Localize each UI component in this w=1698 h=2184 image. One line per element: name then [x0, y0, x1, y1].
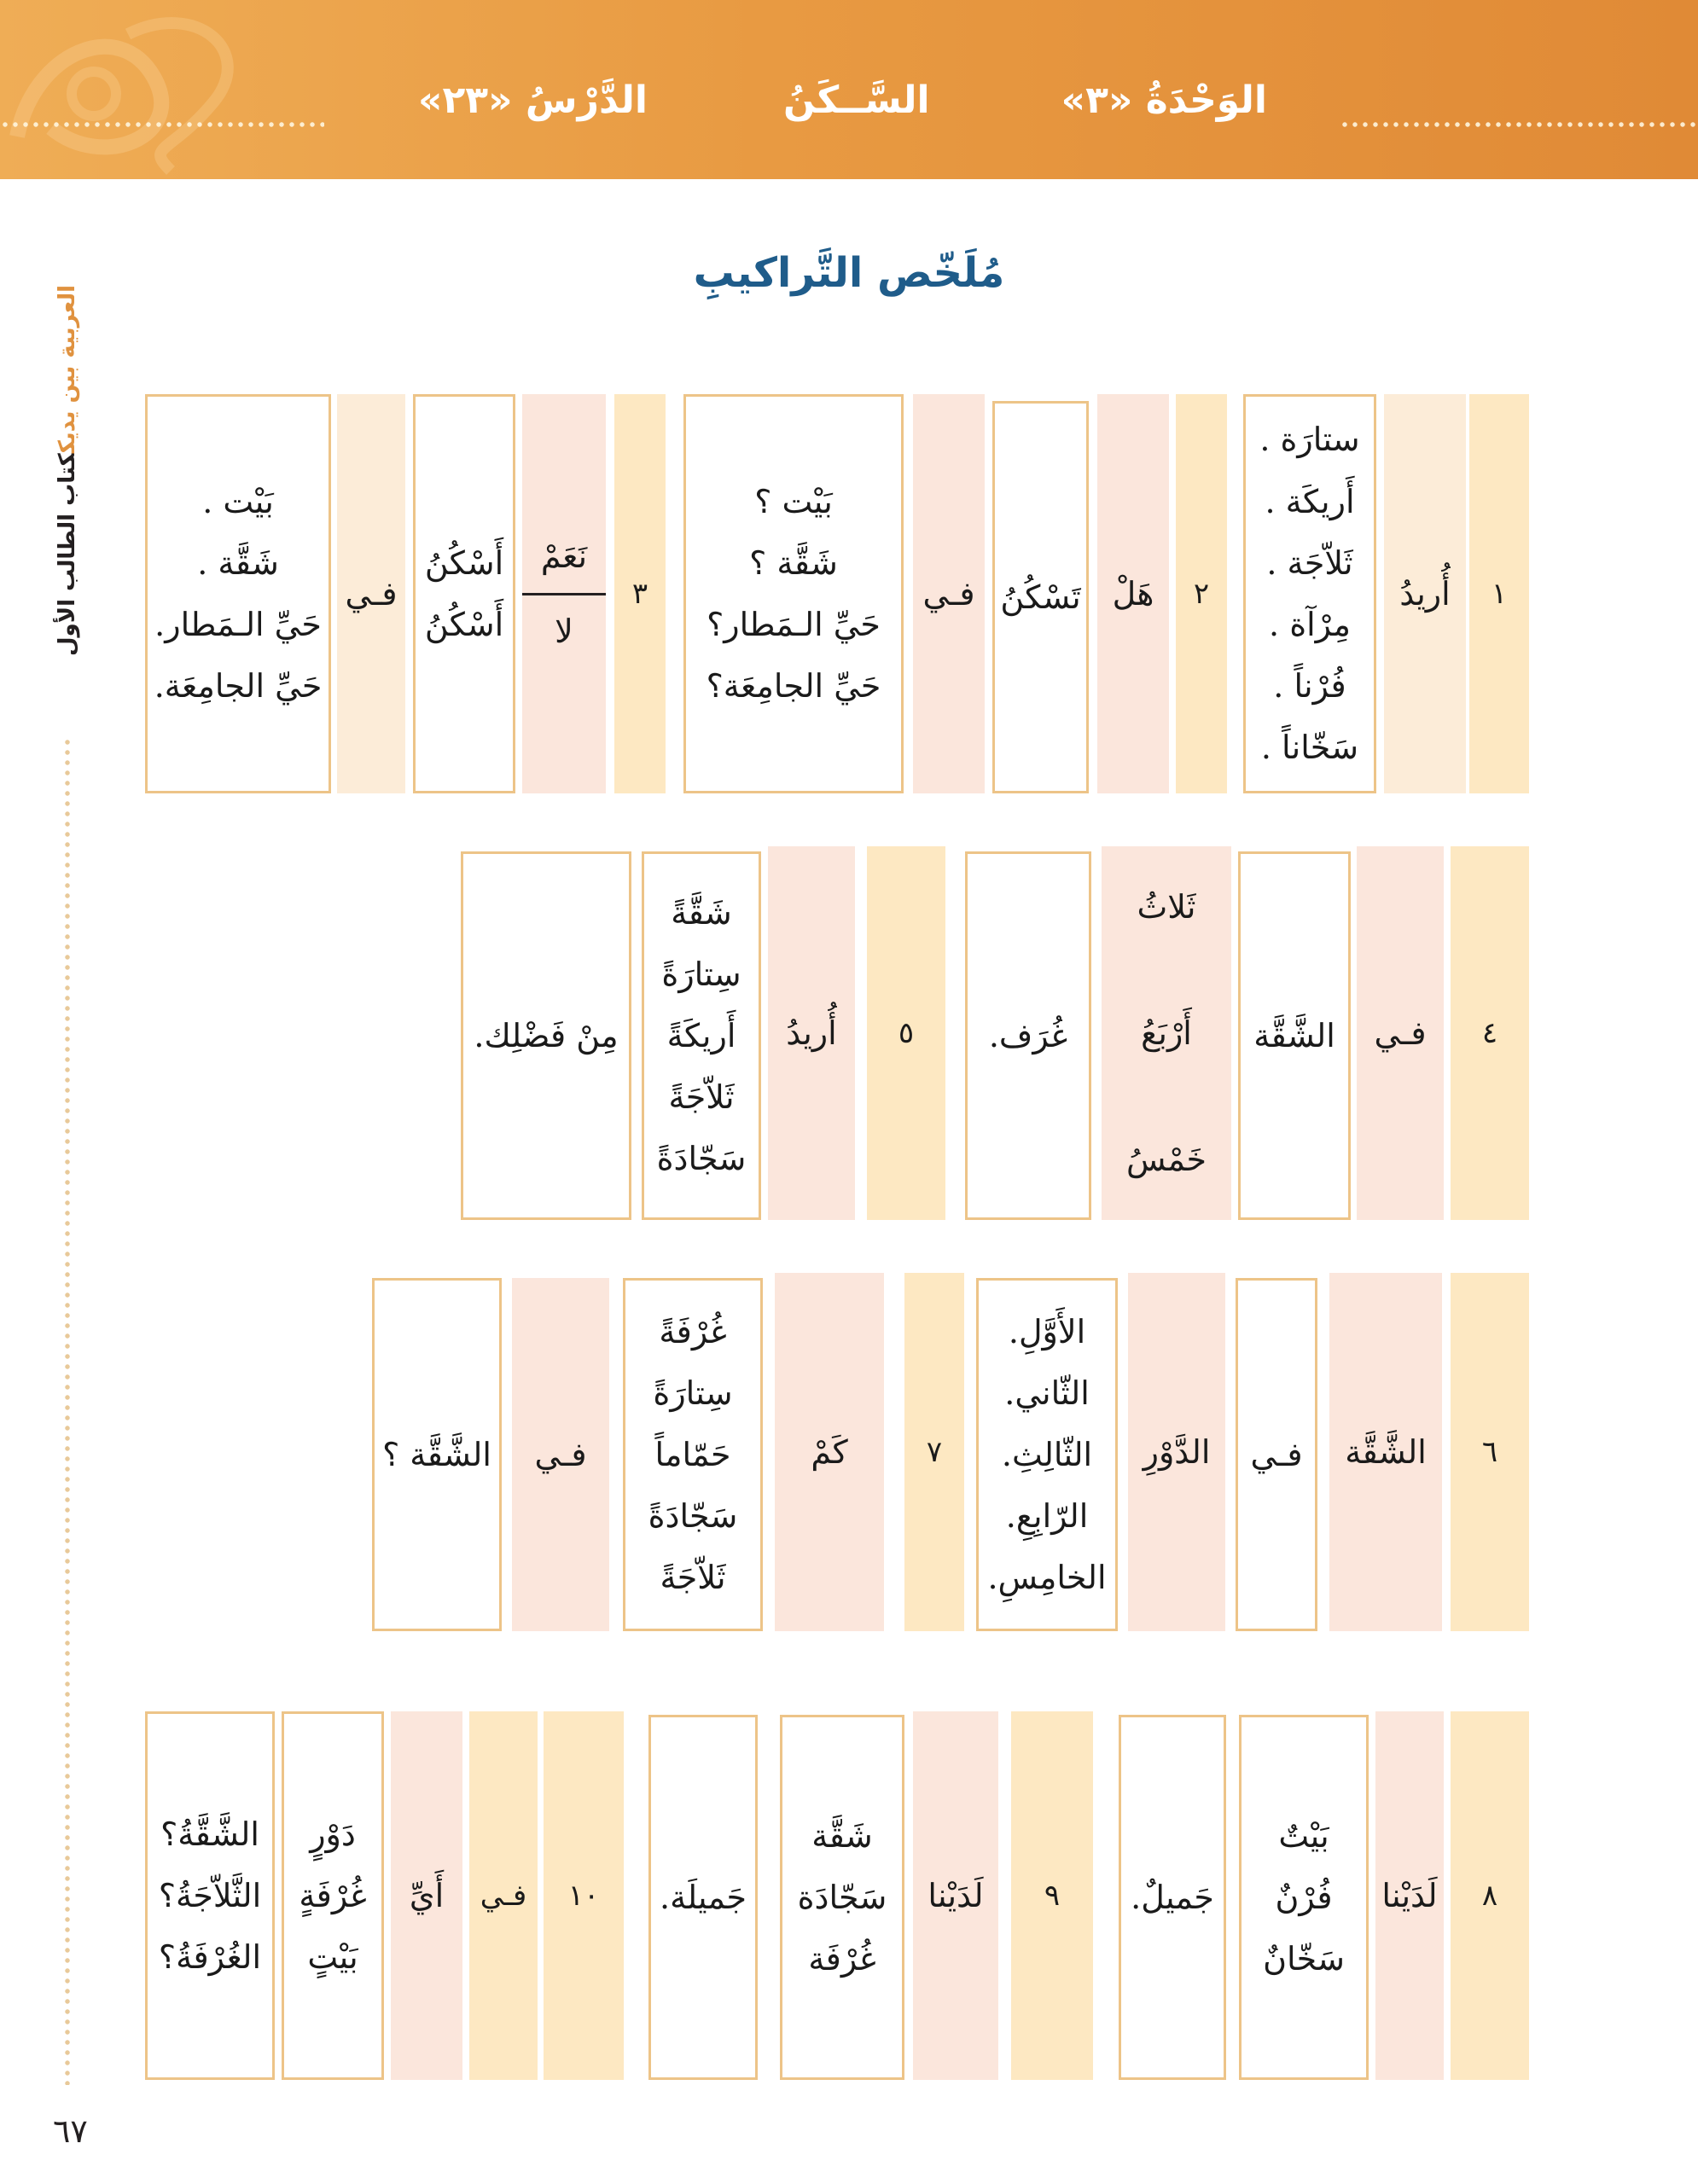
choice-box: [683, 394, 904, 793]
structure-number: ١٠: [544, 1711, 624, 2080]
word-cell: فـي: [1357, 846, 1444, 1220]
choice-item: بَيْت .: [202, 482, 274, 520]
answer-cell: [522, 394, 606, 793]
word-box: الشَّقَّة ؟: [372, 1278, 502, 1631]
choice-box: [642, 851, 761, 1220]
choice-item: سَجّادَة: [797, 1878, 887, 1916]
choice-item: بَيْتٌ: [1278, 1816, 1329, 1855]
choice-item: شَقَّةً: [671, 893, 732, 932]
count-item: ثَلاثُ: [1137, 887, 1196, 926]
choice-box: [780, 1715, 904, 2080]
page-number: ٦٧: [53, 2112, 88, 2150]
choice-item: الرّابِعِ.: [1005, 1497, 1089, 1536]
structure-number: ٦: [1451, 1273, 1529, 1631]
word-cell: كَمْ: [775, 1273, 884, 1631]
choice-item: سِتارَةً: [653, 1374, 733, 1412]
choice-item: ثَلاّجَةً: [660, 1559, 726, 1597]
structure-number: ٤: [1451, 846, 1529, 1220]
choice-item: شَقَّة: [811, 1816, 873, 1855]
choice-box: [1243, 394, 1376, 793]
topic-label: السَّــكَنُ: [783, 78, 930, 122]
sidebar-dots: [63, 737, 72, 2085]
choice-item: مِرْآة .: [1269, 606, 1351, 643]
choice-item: الأَوَّلِ.: [1008, 1312, 1086, 1350]
lesson-label: الدَّرْسُ «٢٣»: [418, 78, 648, 122]
choice-item: سَخّاناً .: [1260, 729, 1359, 767]
word-box: جَميلٌ.: [1119, 1715, 1226, 2080]
choice-item: سَخّانٌ: [1263, 1940, 1345, 1978]
structure-number: ١: [1469, 394, 1529, 793]
choice-item: سَجّادَةً: [656, 1140, 747, 1178]
choice-item: سِتارَةً: [661, 955, 741, 993]
word-cell: أُريدُ: [1384, 394, 1466, 793]
choice-item: الثّالِثِ.: [1001, 1435, 1093, 1473]
choice-item: غُرْفَة: [808, 1940, 876, 1978]
choice-item: غُرْفَةٍ: [299, 1876, 367, 1914]
book-part: كتاب الطالب الأول: [55, 453, 80, 656]
choice-item: ستارَة .: [1259, 421, 1360, 459]
count-cell: [1102, 846, 1231, 1220]
book-name: العربية بين يديك: [55, 285, 80, 454]
word-item: أَسْكُنُ: [424, 606, 504, 643]
word-box: مِنْ فَضْلِك.: [461, 851, 631, 1220]
structure-number: ٥: [867, 846, 945, 1220]
structure-number: ٢: [1176, 394, 1227, 793]
word-cell: فـي: [337, 394, 405, 793]
word-cell: لَدَيْنا: [1375, 1711, 1444, 2080]
choice-item: فُرْنٌ: [1275, 1878, 1333, 1916]
word-box: الشَّقَّة: [1238, 851, 1351, 1220]
yes-word: نَعَمْ: [540, 537, 588, 576]
word-cell: الشَّقَّة: [1329, 1273, 1442, 1631]
sidebar-book-title: [55, 285, 80, 694]
choice-item: ثَلاّجَةً: [668, 1078, 735, 1117]
unit-label: الوَحْدَةُ «٣»: [1061, 78, 1267, 122]
word-cell: أَيِّ: [391, 1711, 462, 2080]
count-item: أَرْبَعُ: [1141, 1014, 1192, 1052]
divider-line: [522, 593, 606, 595]
choice-item: بَيْتٍ: [307, 1938, 358, 1977]
word-cell: فـي: [512, 1278, 609, 1631]
choice-box: [282, 1711, 384, 2080]
choice-item: ثَلاّجَة .: [1266, 543, 1353, 582]
structure-number: ٨: [1451, 1711, 1529, 2080]
choice-item: حَيِّ الـمَطار.: [154, 606, 322, 643]
word-cell: فـي: [913, 394, 985, 793]
structure-number: ٣: [614, 394, 666, 793]
calligraphy-decoration: [0, 0, 358, 179]
structure-number: ٧: [904, 1273, 964, 1631]
choice-item: حَيِّ الجامِعَة؟: [706, 667, 881, 706]
word-item: أَسْكُنُ: [424, 543, 504, 582]
choice-item: غُرْفَةً: [659, 1312, 727, 1350]
choice-item: الغُرْفَةُ؟: [158, 1938, 262, 1977]
choice-item: الخامِسِ.: [987, 1559, 1107, 1597]
word-box: جَميلَة.: [648, 1715, 758, 2080]
word-cell: الدَّوْرِ: [1128, 1273, 1225, 1631]
choice-item: شَقَّة ؟: [749, 543, 838, 582]
word-box: [413, 394, 515, 793]
choice-item: فُرْناً .: [1273, 667, 1346, 706]
choice-item: دَوْرٍ: [310, 1815, 356, 1853]
header-banner: [0, 0, 1698, 179]
choice-box: [145, 1711, 275, 2080]
banner-dots-right: [1340, 119, 1698, 130]
choice-box: [1239, 1715, 1369, 2080]
word-cell: هَلْ: [1097, 394, 1169, 793]
choice-box: [623, 1278, 763, 1631]
word-box: فـي: [1236, 1278, 1317, 1631]
count-item: خَمْسُ: [1126, 1141, 1207, 1179]
choice-item: حَمّاماً: [654, 1435, 731, 1473]
page-title: مُلَخّص التَّراكيبِ: [693, 249, 1005, 297]
banner-dots-left: [0, 119, 324, 130]
choice-item: أَريكَة .: [1265, 482, 1355, 520]
choice-item: سَجّادَةً: [648, 1497, 738, 1536]
choice-item: حَيِّ الـمَطار؟: [707, 606, 881, 643]
choice-box: [976, 1278, 1118, 1631]
choice-item: حَيِّ الجامِعَة.: [154, 667, 323, 706]
choice-item: الثَّلاّجَةُ؟: [158, 1876, 262, 1914]
word-cell: أُريدُ: [768, 846, 855, 1220]
word-box: تَسْكُنُ: [992, 401, 1089, 793]
choice-item: أَريكَةً: [666, 1016, 736, 1054]
choice-item: شَقَّة .: [197, 543, 279, 582]
choice-item: الشَّقَّةُ؟: [160, 1815, 259, 1853]
choice-box: [145, 394, 331, 793]
word-cell: لَدَيْنا: [913, 1711, 998, 2080]
word-box: غُرَف.: [965, 851, 1091, 1220]
choice-item: الثّاني.: [1004, 1374, 1090, 1412]
choice-item: بَيْت ؟: [754, 482, 833, 520]
structure-number: ٩: [1011, 1711, 1093, 2080]
word-cell: فـي: [469, 1711, 538, 2080]
no-word: لا: [555, 612, 573, 650]
